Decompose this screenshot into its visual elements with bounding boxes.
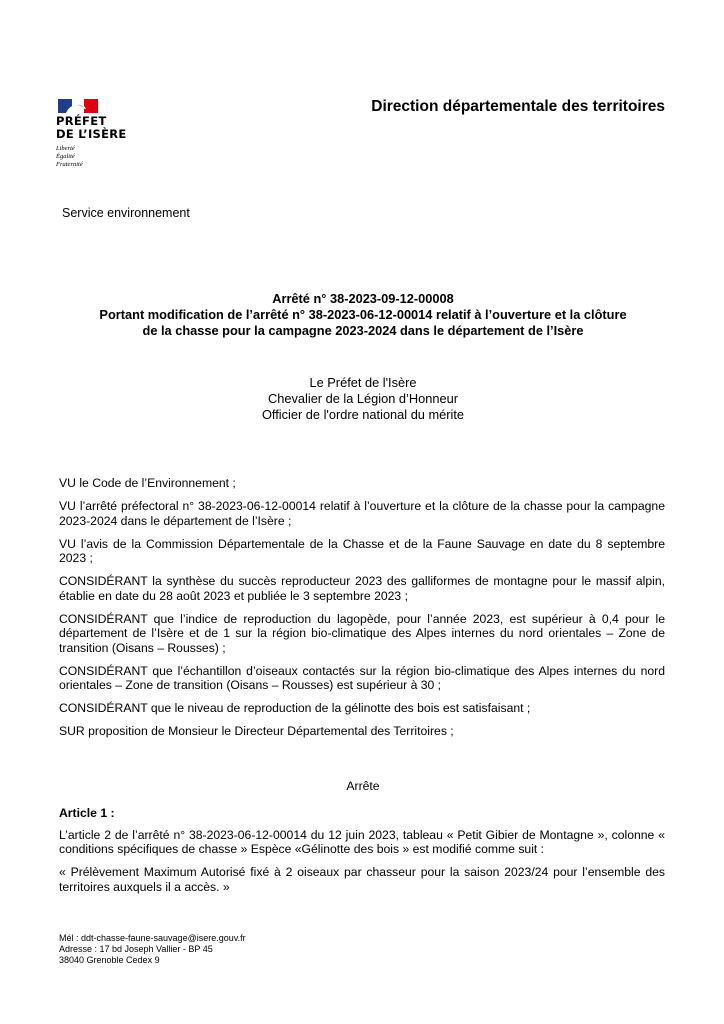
- devise-egalite: Égalité: [56, 153, 75, 160]
- prefet-block: [58, 375, 668, 423]
- service-name: Service environnement: [62, 206, 190, 220]
- prefet-line3: Officier de l'ordre national du mérite: [261, 407, 465, 422]
- logo-text-line2: DE L’ISÈRE: [56, 127, 127, 141]
- footer-contact: [59, 933, 246, 966]
- arrete-subject-line2: de la chasse pour la campagne 2023-2024 dans le département de l’Isère: [142, 323, 584, 338]
- article-1-paragraph: « Prélèvement Maximum Autorisé fixé à 2 oiseaux par chasseur pour la saison 2023/24 pour l’ensemble des territoires auxquels il a accès. »: [59, 865, 665, 894]
- logo-text-line1: PRÉFET: [56, 114, 107, 128]
- arrete-title: [58, 291, 668, 339]
- arrete-number: Arrêté n° 38-2023-09-12-00008: [272, 291, 454, 306]
- considerant-paragraph: CONSIDÉRANT que l’échantillon d’oiseaux contactés sur la région bio-climatique des Alpes internes du nord orientales – Zone de transition (Oisans – Rousses) est supérieur à 30 ;: [59, 663, 665, 692]
- footer-mail: Mél : ddt-chasse-faune-sauvage@isere.gouv.fr: [59, 933, 246, 943]
- direction-title: Direction départementale des territoires: [371, 98, 665, 115]
- marianne-flag-icon: [58, 99, 146, 113]
- considerant-paragraph: CONSIDÉRANT la synthèse du succès reproducteur 2023 des galliformes de montagne pour le massif alpin, établie en date du 28 août 2023 et publiée le 3 septembre 2023 ;: [59, 574, 665, 603]
- visa-paragraph: VU l’arrêté préfectoral n° 38-2023-06-12-00014 relatif à l’ouverture et la clôture de la chasse pour la campagne 2023-2024 dans le département de l’Isère ;: [59, 499, 665, 528]
- article-1: [59, 806, 665, 903]
- proposition-paragraph: SUR proposition de Monsieur le Directeur Départemental des Territoires ;: [59, 724, 454, 738]
- prefecture-logo: [56, 99, 146, 169]
- visas-considerants: [59, 476, 665, 747]
- footer-address: Adresse : 17 bd Joseph Vallier - BP 45: [59, 944, 213, 954]
- devise: [56, 145, 146, 169]
- devise-fraternite: Fraternité: [56, 161, 83, 168]
- considerant-paragraph: CONSIDÉRANT que le niveau de reproduction de la gélinotte des bois est satisfaisant ;: [59, 701, 531, 715]
- visa-paragraph: VU le Code de l’Environnement ;: [59, 476, 236, 490]
- footer-city: 38040 Grenoble Cedex 9: [59, 955, 160, 965]
- visa-paragraph: VU l’avis de la Commission Départementale de la Chasse et de la Faune Sauvage en date du 8 septembre 2023 ;: [59, 536, 665, 565]
- prefet-line2: Chevalier de la Légion d’Honneur: [268, 391, 458, 406]
- article-1-paragraph: L’article 2 de l’arrêté n° 38-2023-06-12-00014 du 12 juin 2023, tableau « Petit Gibier de Montagne », colonne « conditions spécifiques de chasse » Espèce «Gélinotte des bois » est modifié comme suit :: [59, 827, 665, 856]
- arrete-label: Arrête: [346, 779, 380, 793]
- devise-liberte: Liberté: [56, 145, 75, 152]
- considerant-paragraph: CONSIDÉRANT que l’indice de reproduction du lagopède, pour l’année 2023, est supérieur à 0,4 pour le département de l’Isère et de 1 sur la région bio-climatique des Alpes internes du nord orientales – Zone de transition (Oisans – Rousses) ;: [59, 611, 665, 655]
- arrete-subject-line1: Portant modification de l’arrêté n° 38-2023-06-12-00014 relatif à l’ouverture et la clôture: [99, 307, 627, 322]
- article-1-title: Article 1 :: [59, 806, 115, 820]
- prefet-line1: Le Préfet de l'Isère: [309, 375, 417, 390]
